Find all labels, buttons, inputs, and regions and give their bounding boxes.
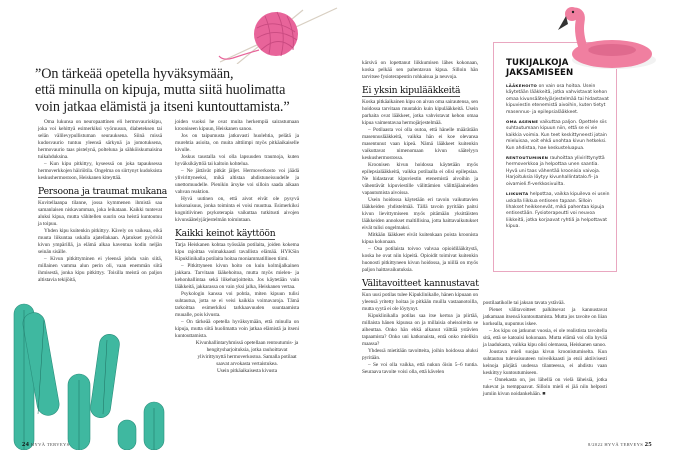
paragraph: kärsivä on lopettanut liikkumisen lähes kokonaan, koska pelkää sen pahentavan kipua. Silloin hän tarvitsee fysioterapeutin rohkaisua ja neuvoja. [362,60,478,80]
page-number: 25 [644,441,652,448]
paragraph: Yhdessä mietitään tavoitteita, joihin hoidossa aluksi pyritään. [362,348,478,361]
paragraph: Kivunhallintaryhmissä opetellaan rentoutumis- ja hengitysharjoituksia, jotka rauhoittavat ylivirittynyttä hermoverkostoa. Samalla potilaat saavat arvokasta vertaistukea. [195,340,299,367]
page-footer-left [22,441,70,448]
paragraph: – On tärkeää opetella hyväksymään, että minulla on kipuja, mutta siitä huolimatta voin jatkaa elämistä ja itseni kuntouttamista. [175,319,299,339]
item-lead: RENTOUTUMINEN [506,155,549,161]
item-text: vaikuttaa paljon. Opettele siis suhtautumaan kipuun niin, että se ei vie kaikkia voimia. Kun teet keskittyneesti jotain mieluisaa, voit ehkä unohtaa kivun hetkeksi. Kun ahdistaa, hae keskusteluapua. [506,120,607,151]
sidebox-title-line: JAKSAMISEEN [506,68,574,79]
article-column-1 [38,119,168,284]
item-text: on vain osa hoitoa. Usein käytetään lääkkeitä, jotka vahvistavat kehon omaa kivunsäätelyjärjestelmää tai hidastavat kipuviestin etenemistä aivoihin, kuten tietyt masennus- ja epilepsialääkkeet. [506,84,609,115]
pull-quote [35,66,290,115]
page-number: 24 [22,441,30,448]
paragraph: Pienet välitavoitteet palkitsevat ja kannustavat jatkamaan itsensä kuntouttamista. Mutta jos tavoite on liian korkealla, uupumus iskee. [483,307,607,327]
quote-line: ”On tärkeää opetella hyväksymään, [35,66,234,82]
article-column-3 [362,60,478,376]
paragraph: – Potilaasta voi olla outoa, että hänelle määrätään masennuslääkkeitä, vaikka hän ei koe olevansa masentunut vaan kipeä. Nämä lääkkeet kuitenkin vaikuttavat nimenomaan kivun säätelyyn keskushermostossa. [362,127,478,161]
sidebox-items [506,83,610,234]
page-footer-right [588,441,652,448]
paragraph: Koska pitkäaikainen kipu on aivan oma sairautensa, sen hoidossa tarvitaan muutakin kuin kipulääkkeitä. Usein parhaita ovat lääkkeet, jotka vahvistavat kehon omaa kipua vaimentavaa hermojärjestelmää. [362,99,478,126]
paragraph: Yhden kipu kuitenkin pitkittyy. Kävely on vaikeaa, eikä muuta liikuntaa uskalla ajatellakaan. Ajatukset pyörivät kivun ympärillä, ja elämä alkaa kaventua kodin neljän seinän sisälle. [38,228,162,255]
item-lead: LÄÄKEHOITO [506,83,538,88]
paragraph: – Onnekasta on, jos lähellä on vielä läheisiä, jotka tukevat ja tsemppaavat. Silloin mieli ei jää niin helposti jumiin kivun noidankehään. ■ [483,377,607,397]
quote-line: että minulla on kipuja, mutta siitä huolimatta [35,82,286,99]
paragraph: Psykologin kanssa voi pohtia, miten kipuun tulisi suhtautua, jotta se ei veisi kaikkia voimavaroja. Tämä tarkoittaa esimerkiksi tarkkaavuuden suuntaamista muualle, pois kivusta. [175,291,299,318]
paragraph: Joustava mieli suojaa kivun kroonistumiselta. Kun suhtautuu tulevaisuuteen toiveikkaasti ja etsii aktiivisesti keinoja pärjätä uudessa tilanteessa, ei ahdistu vaan keskittyy kuntoutumiseen. [483,349,607,376]
paragraph: Mitkään lääkkeet eivät kuitenkaan poista kroonista kipua kokonaan. [362,232,478,245]
paragraph: – Pitkittyneen kivun hoito on kuin kolmijalkainen jakkara. Tarvitaan lääkehoitoa, mutta myös mielen- ja kehonhallintaa sekä liikeharjoitteita. Jos käytetään vain lääkkeitä, jakkarassa on vain yksi jalka, Heiskanen vertaa. [175,263,299,290]
paragraph: postilaatikolle tai jaksan tavata ystävää. [483,300,565,306]
flamingo-float-image [548,4,660,70]
sidebox [493,42,617,272]
item-text: helpottaa, vaikka kipuileva ei usein uskalla liikkua entiseen tapaan. Silloin lihakset heikkenevät, mikä pahentaa kipuja entisestään. Fysioterapeutti voi neuvoa liikkeitä, jotka korjaavat ryhtiä ja helpottavat kipua. [506,192,610,230]
paragraph: – Ne jättävät pitkät jäljet. Hermoverkosto voi jäädä ylivirittyneeksi, mikä altistaa ahdistuneisuudelle ja unettomuudelle. Pienikin ärsyke voi silloin saada aikaan vahvan reaktion. [175,168,299,195]
paragraph: – Osa potilaista toivoo vahvaa opioidilääkitystä, koska he ovat niin kipeitä. Opioidit toimivat kuitenkin huonosti pitkittyneen kivun hoidossa, ja niillä on myös paljon haittavaikutuksia. [362,246,478,273]
paragraph: – Kun kipu pitkittyy, kyseessä on joka tapauksessa hermoverkkojen häiriötila. Ongelma on siirtynyt kudoksista keskushermostoon, Heiskanen kiteyttää. [38,161,162,181]
section-heading: Ei yksin kipulääkkeitä [362,85,461,96]
article-column-2 [175,119,299,375]
paragraph: Hyvä uutinen on, että aivot eivät ole pysyvä kokonaisuus, jonka toiminta ei voisi muuttua. Esimerkiksi kognitiivinen psykoterapia vaikuttaa tutkitusti aivojen kivunsäätelyjärjestelmän toimintaan. [175,196,299,223]
paragraph: Jos on taipumusta jatkuvasti huolehtia, pelätä ja murehtia asioita, on muita alttiimpi myös pitkäaikaiselle kivulle. [175,133,299,153]
paragraph: Usein hoidossa käytetään eri tavoin vaikuttavien lääkkeiden yhdistelmää. Tällä tavoin pyritään paitsi kivun lievittymiseen myös pitämään yksittäisten lääkkeiden annokset maltillisina, jotta haittavaikutukset eivät tulisi ongelmaksi. [362,197,478,231]
paragraph: Joskus taustalla voi olla lapsuuden traumoja, kuten hyväksikäyttöä tai kaltoin kohtelua. [175,154,299,167]
paragraph: Usein pitkäaikaisesta kivusta [216,368,278,374]
paragraph: Tarja Heiskanen kohtaa työssään potilaita, joiden kokema kipu rajoittaa voimakkaasti tavallista elämää. HYKSin Kipuklinikalla potilaita hoitaa moniammatillinen tiimi. [175,242,299,262]
article-column-4 [483,300,607,398]
magazine-name: HYVÄ TERVEYS [30,442,70,447]
cactus-image [0,300,175,450]
paragraph: Oma lukunsa on neuropaattinen eli hermovauriokipu, joka voi kehittyä esimerkiksi vyöruusun, diabeteksen tai selän välilevypullistuman seurauksena. Siinä missä kudosvaurio tuntuu yleensä särkynä ja jomotuksena, hermovaurio taas pistelynä, polteluna ja sähköiskumaisina tuikahduksina. [38,119,162,160]
sidebox-item [506,119,610,152]
paragraph: Kuvitellaanpa tilanne, jossa kymmenen ihmistä saa samanlaisen niskavamman, joka leikataan. Kaikki tuntevat aluksi kipua, mutta vähitellen suurin osa heistä kuntoutuu ja toipuu. [38,200,162,227]
sidebox-item [506,83,610,116]
issue-and-magazine: 8/2022 HYVÄ TERVEYS [587,442,644,447]
paragraph: – Jos kipu on jatkunut vuosia, ei ole realistista tavoitella sitä, että se katoaisi kokonaan. Mutta elämä voi olla hyvää ja laadukasta, vaikka kipu olisi olemassa, Heiskanen sanoo. [483,328,607,348]
paragraph: Kroonisen kivun hoidossa käytetään myös epilepsialääkkeitä, vaikka potilaalla ei olisi epilepsiaa. Ne hidastavat kipuviestin etenemistä aivoihin ja vähentävät kipuviestille välittämien välittäjäaineiden vapautumista aivoissa. [362,162,478,196]
sidebox-title-line: TUKIJALKOJA [506,58,569,68]
quote-line: voin jatkaa elämistä ja itseni kuntouttamista.” [35,98,290,115]
paragraph: – Se voi olla vaikka, että nukun öisin 5–6 tuntia. Seuraava tavoite voisi olla, että kävelen [362,362,478,375]
item-lead: LIIKUNTA [506,191,529,197]
yarn-ball-image [215,4,340,64]
paragraph: Kun uusi potilas tulee Kipuklinikalle, hänen kipuaan on yleensä yritetty hoitaa jo pitkään muilla vastaanotoilla, mutta syytä ei ole löytynyt. [362,292,478,312]
sidebox-item [506,191,610,230]
item-text: rauhoittaa ylivirittynyttä hermoverkkoa ja helpottaa unen saantia. Hyvä uni taas vähentää kroonisia vaivoja. Harjoituksia löytyy kivunhallintatalo.fi- ja oivamieli.fi-verkkosivuilta. [506,156,605,187]
sidebox-item [506,155,610,188]
paragraph: Kipuklinikalla potilas saa itse kertoa ja piirtää, millaista hänen kipunsa on ja millaisia oheisoireita se aiheuttaa. Onko hän ehkä alkanut välttää ystävien tapaamista? Onko uni katkonaista, entä onko mielikin maassa? [362,313,478,347]
section-heading: Persoona ja traumat mukana [38,186,168,197]
section-heading: Kaikki keinot käyttöön [175,228,276,239]
item-lead: OMA ASENNE [506,119,539,125]
section-heading: Välitavoitteet kannustavat [362,278,479,289]
paragraph: joiden vuoksi he ovat muita herkempiä sairastumaan krooniseen kipuun, Heiskanen sanoo. [175,119,299,132]
paragraph: – Kivun pitkittyminen ei yleensä johdu vain siitä, millainen vamma alun perin oli, vaan enemmän siitä ihmisestä, jonka kipu pitkittyy. Toisilla meistä on paljon altistavia tekijöitä, [38,256,162,283]
